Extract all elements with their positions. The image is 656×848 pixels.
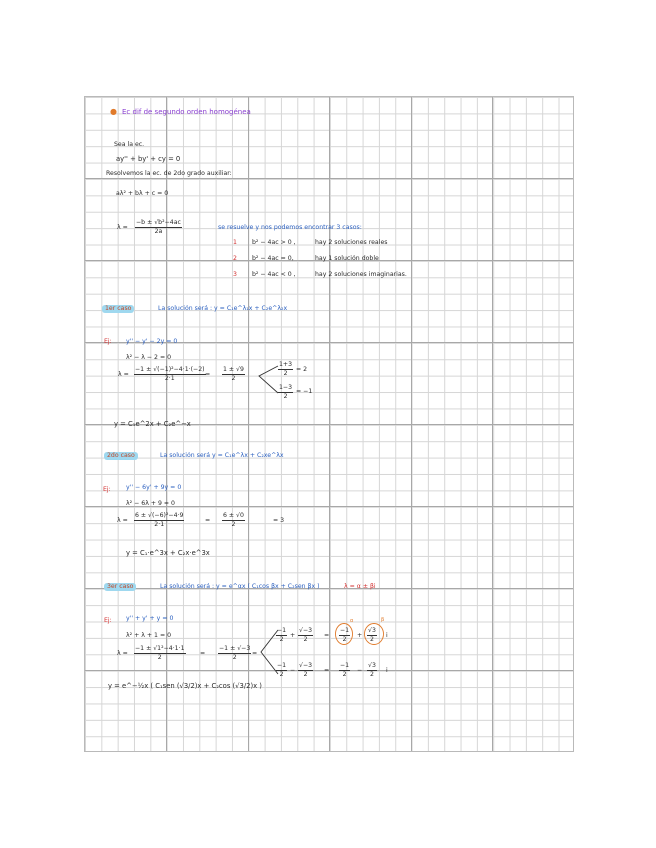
lambda-form: λ = α ± βi xyxy=(344,583,376,590)
case3-label: 3er caso xyxy=(104,583,136,591)
beta-mark: β xyxy=(381,617,385,623)
denominator: 2 xyxy=(279,636,284,643)
branch-brace-icon xyxy=(256,363,280,395)
equals-sign: = xyxy=(200,650,206,657)
denominator: 2 xyxy=(303,636,308,643)
fraction xyxy=(134,512,184,529)
numerator: 6 ± √(−6)²−4·9 xyxy=(135,512,184,519)
numerator: −1 xyxy=(277,627,287,634)
alpha-mark: α xyxy=(350,618,354,624)
denominator: 2·1 xyxy=(154,521,165,528)
numerator: 1−3 xyxy=(279,384,293,391)
grid-major-line xyxy=(85,588,573,589)
numerator: 1+3 xyxy=(279,361,293,368)
case2-label: 2do caso xyxy=(104,452,138,460)
example-equation: y'' − y' − 2y = 0 xyxy=(126,338,178,345)
fraction xyxy=(222,512,245,529)
plus-sign: + xyxy=(290,632,296,639)
case1-solution-text: La solución será : y = C₁e^λ₁x + C₂e^λ₂x xyxy=(158,305,288,312)
branch-value: = −1 xyxy=(296,388,313,395)
case-number: 1 xyxy=(233,239,237,246)
cases-intro: se resuelve y nos podemos encontrar 3 casos: xyxy=(218,224,362,231)
equals-sign: = xyxy=(324,632,330,639)
numerator: √3 xyxy=(368,662,376,669)
minus-sign: − xyxy=(290,667,296,674)
formula-numerator: −b ± √b²−4ac xyxy=(136,219,181,226)
numerator: √−3 xyxy=(299,662,313,669)
equals-sign: = xyxy=(205,517,211,524)
plus-sign: + xyxy=(357,632,363,639)
fraction xyxy=(367,627,377,644)
example-solution: y = e^−½x ( C₁sen (√3/2)x + C₂cos (√3/2)x ) xyxy=(108,682,262,690)
numerator: −1 ± √(−1)²−4·1·(−2) xyxy=(135,366,205,373)
fraction xyxy=(278,361,293,378)
lambda-lhs: λ = xyxy=(118,371,129,378)
example-equation: y'' − 6y' + 9y = 0 xyxy=(126,484,182,491)
fraction xyxy=(218,645,251,662)
equals-sign: = xyxy=(205,371,211,378)
numerator: √−3 xyxy=(299,627,313,634)
page-title: Ec dif de segundo orden homogénea xyxy=(122,108,251,116)
case-number: 2 xyxy=(233,255,237,262)
minus-sign: − xyxy=(357,667,363,674)
denominator: 2 xyxy=(231,375,236,382)
denominator: 2·1 xyxy=(164,375,175,382)
denominator: 2 xyxy=(232,654,237,661)
numerator: −1 xyxy=(340,662,350,669)
imaginary-unit: i xyxy=(386,667,388,674)
formula-denominator: 2a xyxy=(154,228,163,235)
fraction xyxy=(134,645,186,662)
numerator: −1 xyxy=(277,662,287,669)
denominator: 2 xyxy=(303,671,308,678)
fraction xyxy=(276,627,287,644)
fraction xyxy=(278,384,293,401)
bullet-icon: ● xyxy=(110,107,117,116)
case-condition: b² − 4ac > 0 , xyxy=(252,239,296,246)
case-result: hay 1 solución doble xyxy=(315,255,379,262)
aux-equation: aλ² + bλ + c = 0 xyxy=(116,190,169,197)
example-label: Ej: xyxy=(103,486,111,493)
denominator: 2 xyxy=(283,393,288,400)
numerator: −1 ± √−3 xyxy=(219,645,251,652)
denominator: 2 xyxy=(231,521,236,528)
intro-line: Sea la ec. xyxy=(114,141,145,148)
numerator: −1 ± √1²−4·1·1 xyxy=(135,645,185,652)
case-condition: b² − 4ac < 0 , xyxy=(252,271,296,278)
fraction xyxy=(339,662,350,679)
numerator: −1 xyxy=(340,627,350,634)
fraction xyxy=(339,627,350,644)
equals-sign: = xyxy=(324,667,330,674)
numerator: 6 ± √0 xyxy=(223,512,244,519)
case-result: hay 2 soluciones imaginarias. xyxy=(315,271,407,278)
case1-label: 1er caso xyxy=(102,305,134,313)
imaginary-unit: i xyxy=(386,632,388,639)
step-text: Resolvemos la ec. de 2do grado auxiliar: xyxy=(106,170,232,177)
example-solution: y = C₁·e^3x + C₂x·e^3x xyxy=(126,549,210,557)
lambda-lhs: λ = xyxy=(117,517,128,524)
lambda-lhs: λ = xyxy=(117,224,128,231)
case-result: hay 2 soluciones reales xyxy=(315,239,388,246)
example-label: Ej: xyxy=(104,338,112,345)
equals-sign: = xyxy=(252,650,258,657)
numerator: √3 xyxy=(368,627,376,634)
case3-solution-text: La solución será : y = e^αx ( C₁cos βx + C₂sen βx ) xyxy=(160,583,320,590)
denominator: 2 xyxy=(279,671,284,678)
example-aux: λ² + λ + 1 = 0 xyxy=(126,632,172,639)
fraction xyxy=(276,662,287,679)
fraction xyxy=(298,662,313,679)
denominator: 2 xyxy=(342,636,347,643)
case2-solution-text: La solución será y = C₁e^λx + C₂xe^λx xyxy=(160,452,284,459)
fraction xyxy=(134,366,206,383)
fraction xyxy=(222,366,245,383)
denominator: 2 xyxy=(283,370,288,377)
denominator: 2 xyxy=(157,654,162,661)
denominator: 2 xyxy=(369,671,374,678)
fraction xyxy=(367,662,377,679)
denominator: 2 xyxy=(369,636,374,643)
case-condition: b² − 4ac = 0, xyxy=(252,255,294,262)
grid-major-line xyxy=(85,178,573,179)
fraction xyxy=(298,627,313,644)
example-solution: y = C₁e^2x + C₂e^−x xyxy=(114,420,191,428)
quadratic-formula xyxy=(135,219,182,236)
example-label: Ej: xyxy=(104,617,112,624)
case-number: 3 xyxy=(233,271,237,278)
result: = 3 xyxy=(273,517,285,524)
general-equation: ay'' + by' + cy = 0 xyxy=(116,155,181,163)
example-equation: y'' + y' + y = 0 xyxy=(126,615,174,622)
example-aux: λ² − λ − 2 = 0 xyxy=(126,354,172,361)
example-aux: λ² − 6λ + 9 = 0 xyxy=(126,500,175,507)
lambda-lhs: λ = xyxy=(117,650,128,657)
branch-value: = 2 xyxy=(296,366,308,373)
numerator: 1 ± √9 xyxy=(223,366,244,373)
denominator: 2 xyxy=(342,671,347,678)
